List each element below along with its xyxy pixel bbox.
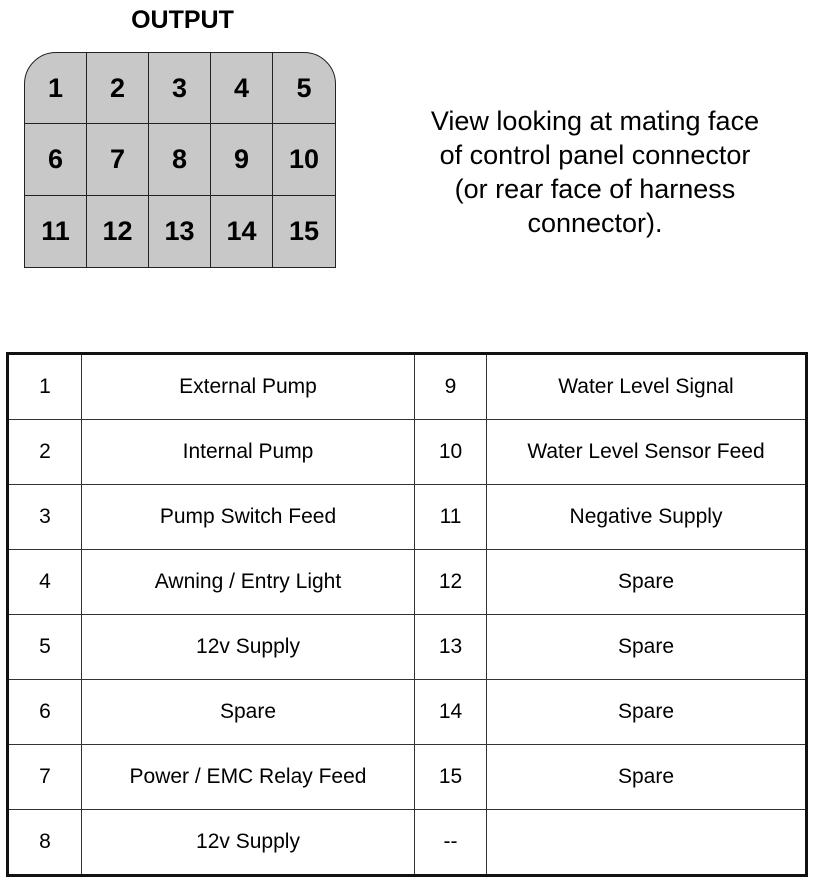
connector-pin: 2 <box>87 53 149 124</box>
pin-number-cell: 7 <box>8 745 82 810</box>
pin-function-cell: Internal Pump <box>82 420 415 485</box>
connector-face-diagram <box>24 52 336 268</box>
pin-number-cell: 12 <box>415 550 487 615</box>
connector-pin: 11 <box>25 196 87 267</box>
connector-pin: 4 <box>211 53 273 124</box>
connector-pin: 14 <box>211 196 273 267</box>
pin-number-cell: 9 <box>415 354 487 420</box>
connector-pin: 3 <box>149 53 211 124</box>
pin-number-cell: -- <box>415 810 487 876</box>
pin-function-cell: Spare <box>487 745 807 810</box>
pin-number-cell: 2 <box>8 420 82 485</box>
pin-number-cell: 10 <box>415 420 487 485</box>
table-row <box>8 550 807 615</box>
pin-number-cell: 6 <box>8 680 82 745</box>
pin-function-cell: Water Level Signal <box>487 354 807 420</box>
pin-function-cell: Water Level Sensor Feed <box>487 420 807 485</box>
pin-function-cell: Spare <box>487 550 807 615</box>
pin-number-cell: 14 <box>415 680 487 745</box>
table-row <box>8 680 807 745</box>
pin-number-cell: 5 <box>8 615 82 680</box>
table-row <box>8 810 807 876</box>
connector-pin: 10 <box>273 124 335 195</box>
connector-pin: 8 <box>149 124 211 195</box>
connector-pin: 6 <box>25 124 87 195</box>
pin-function-cell: Pump Switch Feed <box>82 485 415 550</box>
connector-title: OUTPUT <box>131 6 234 34</box>
pin-number-cell: 1 <box>8 354 82 420</box>
pin-number-cell: 4 <box>8 550 82 615</box>
pin-number-cell: 11 <box>415 485 487 550</box>
pin-function-cell <box>487 810 807 876</box>
pin-number-cell: 13 <box>415 615 487 680</box>
pin-function-cell: External Pump <box>82 354 415 420</box>
view-note-line: (or rear face of harness <box>454 174 736 204</box>
connector-pin: 9 <box>211 124 273 195</box>
table-row <box>8 745 807 810</box>
pin-function-cell: Spare <box>487 615 807 680</box>
pin-function-table <box>6 352 808 877</box>
connector-pin: 7 <box>87 124 149 195</box>
table-row <box>8 420 807 485</box>
connector-pin: 13 <box>149 196 211 267</box>
pin-function-cell: Negative Supply <box>487 485 807 550</box>
connector-pin: 12 <box>87 196 149 267</box>
pin-function-cell: 12v Supply <box>82 615 415 680</box>
pin-number-cell: 15 <box>415 745 487 810</box>
pin-function-cell: Awning / Entry Light <box>82 550 415 615</box>
pin-function-cell: Power / EMC Relay Feed <box>82 745 415 810</box>
pin-function-cell: Spare <box>487 680 807 745</box>
pin-number-cell: 8 <box>8 810 82 876</box>
table-row <box>8 354 807 420</box>
view-note <box>405 104 785 240</box>
connector-pin: 15 <box>288 215 320 246</box>
pin-function-cell: 12v Supply <box>82 810 415 876</box>
view-note-line: connector). <box>527 208 663 238</box>
pin-number-cell: 3 <box>8 485 82 550</box>
table-row <box>8 615 807 680</box>
connector-pin: 5 <box>273 53 335 124</box>
view-note-line: View looking at mating face <box>430 106 760 136</box>
table-row <box>8 485 807 550</box>
view-note-line: of control panel connector <box>439 140 751 170</box>
connector-pin: 1 <box>25 53 87 124</box>
pin-function-cell: Spare <box>82 680 415 745</box>
